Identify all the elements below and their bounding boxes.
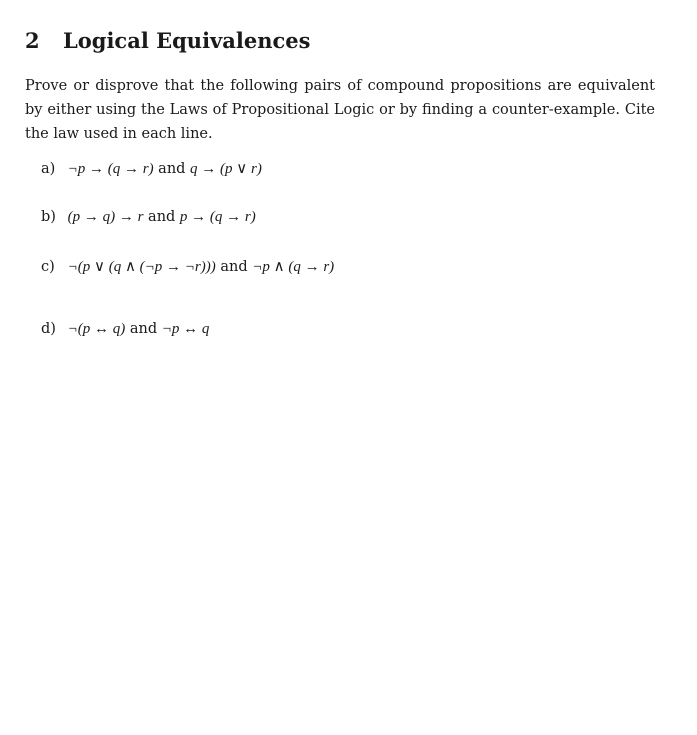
document-page: [25, 26, 655, 337]
problem-right-expression: ¬p ∧ (q → r): [252, 259, 335, 275]
problem-right-expression: ¬p ↔ q: [161, 321, 210, 337]
section-heading: [25, 26, 655, 56]
section-title: Logical Equivalences: [63, 28, 311, 53]
section-number: 2: [25, 28, 40, 53]
problem-left-expression: ¬(p ↔ q): [67, 321, 126, 337]
problem-label: b): [41, 209, 56, 225]
problem-left-expression: (p → q) → r: [67, 209, 144, 225]
problem-item-a: [41, 159, 262, 179]
problem-label: a): [41, 161, 56, 177]
problem-right-expression: q → (p ∨ r): [190, 161, 262, 177]
problem-label: d): [41, 321, 56, 337]
problem-right-expression: p → (q → r): [179, 209, 256, 225]
instructions-paragraph: Prove or disprove that the following pairs of compound propositions are equivalent by either using the Laws of Propositional Logic or by finding a counter-example. Cite the law used in each line.: [25, 78, 655, 142]
problem-left-expression: ¬p → (q → r): [67, 161, 154, 177]
problem-left-expression: ¬(p ∨ (q ∧ (¬p → ¬r))): [67, 259, 216, 275]
problem-connector: and: [158, 161, 186, 177]
problem-item-c: [41, 257, 334, 277]
problem-label: c): [41, 259, 55, 275]
problem-item-d: [41, 319, 209, 339]
problem-connector: and: [148, 209, 176, 225]
problem-connector: and: [129, 321, 158, 337]
problem-connector: and: [220, 259, 248, 275]
problem-item-b: [41, 207, 256, 227]
